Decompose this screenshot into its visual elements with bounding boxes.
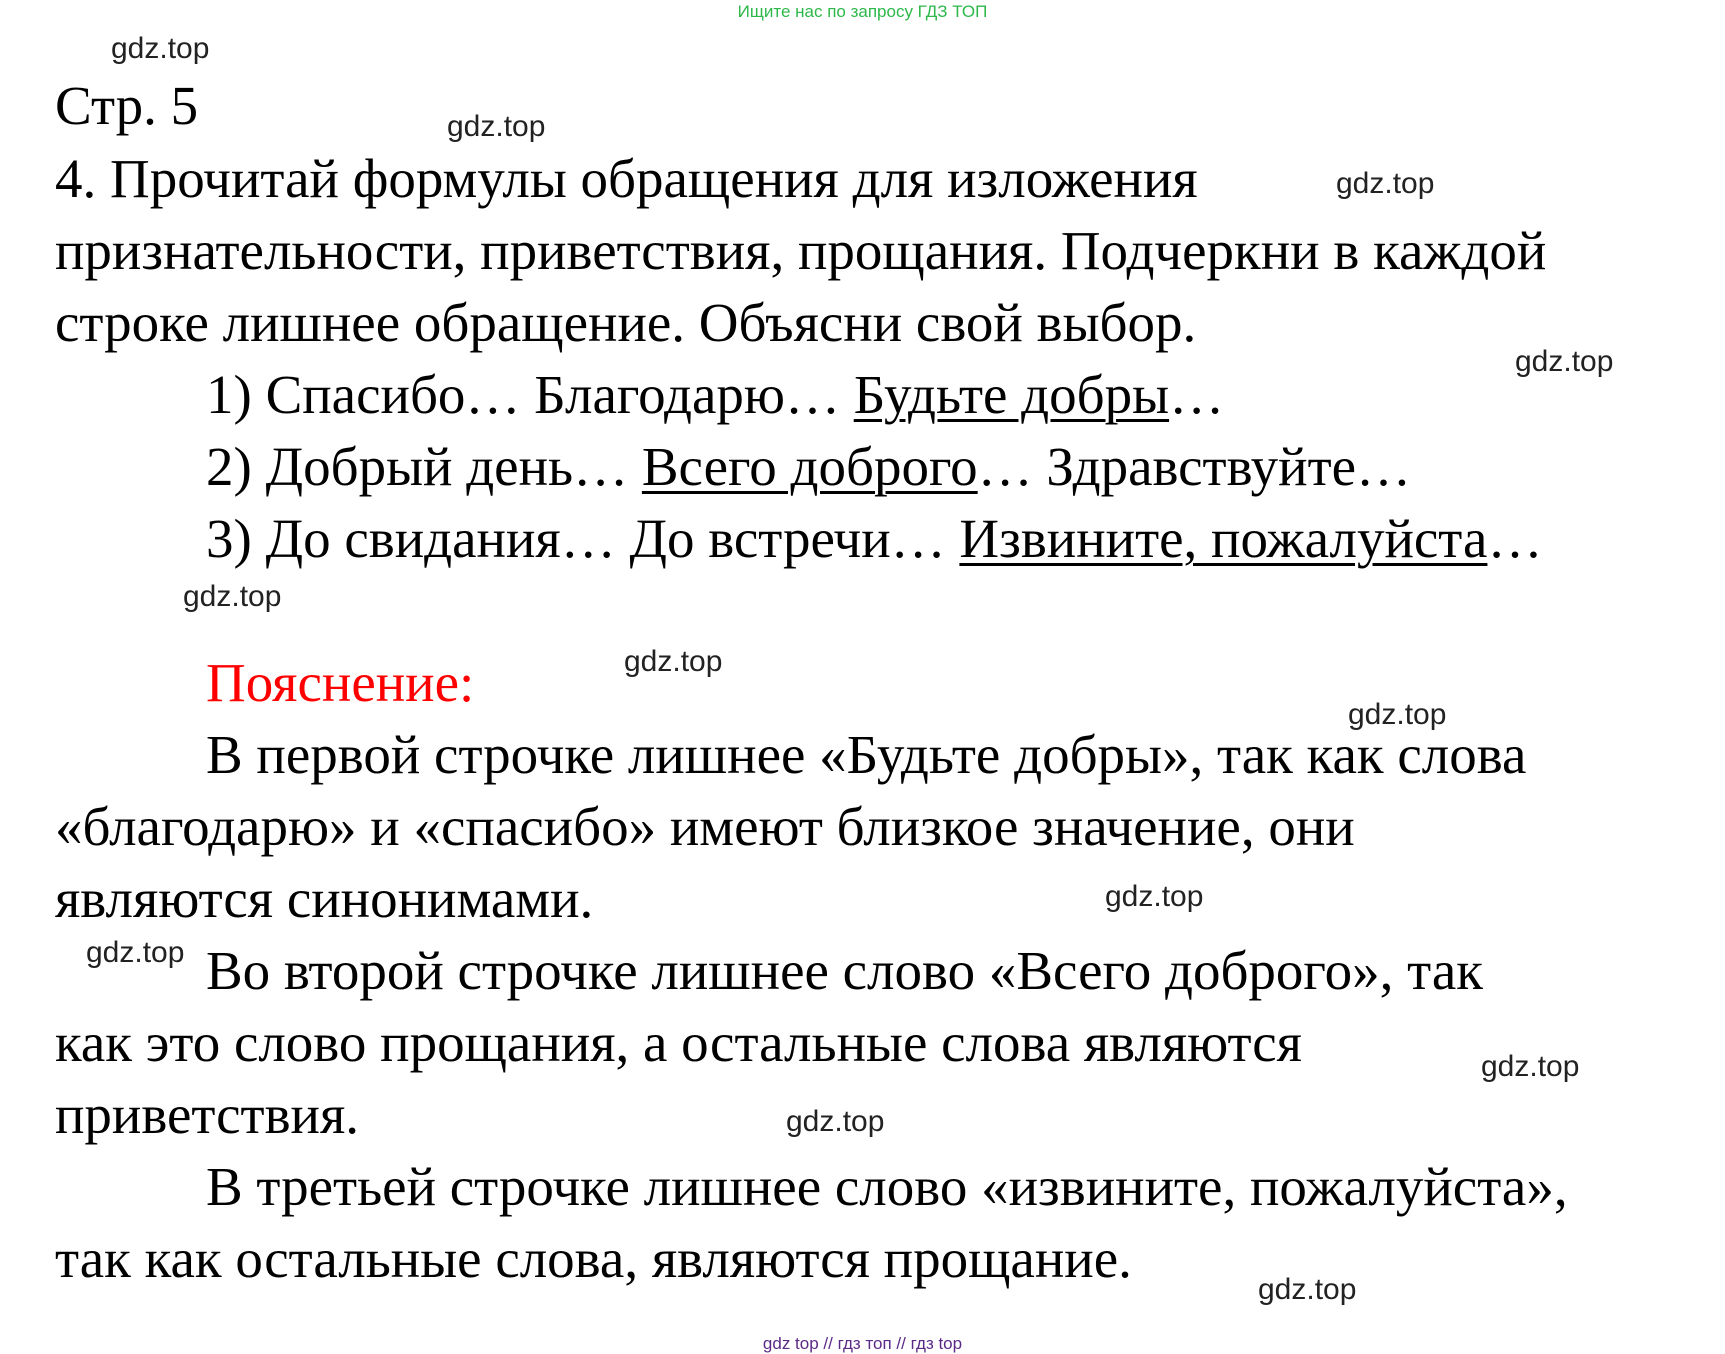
watermark: gdz.top: [1515, 345, 1614, 378]
underlined-answer: Извините, пожалуйста: [959, 508, 1488, 569]
explanation-line: В третьей строчке лишнее слово «извините, пожалуйста»,: [206, 1156, 1568, 1217]
explanation-line: являются синонимами.: [55, 868, 594, 929]
task-text-line: 4. Прочитай формулы обращения для изложения: [55, 148, 1198, 209]
watermark: gdz.top: [447, 110, 546, 143]
watermark: gdz.top: [1258, 1273, 1357, 1306]
explanation-heading: Пояснение:: [206, 652, 475, 713]
item-text: 1) Спасибо… Благодарю…: [206, 364, 854, 425]
item-text: …: [1487, 508, 1543, 569]
explanation-line: как это слово прощания, а остальные слова являются: [55, 1012, 1302, 1073]
underlined-answer: Будьте добры: [853, 364, 1170, 425]
watermark: gdz.top: [624, 645, 723, 678]
explanation-line: так как остальные слова, являются прощание.: [55, 1228, 1132, 1289]
footer-links: gdz top // гдз топ // гдз top: [762, 1334, 963, 1353]
underlined-answer: Всего доброго: [641, 436, 978, 497]
task-text-line: признательности, приветствия, прощания. Подчеркни в каждой: [55, 220, 1547, 281]
item-text: 2) Добрый день…: [206, 436, 642, 497]
watermark: gdz.top: [183, 580, 282, 613]
page-label: Стр. 5: [55, 75, 199, 136]
item-text: 3) До свидания… До встречи…: [206, 508, 960, 569]
watermark: gdz.top: [1481, 1050, 1580, 1083]
explanation-line: В первой строчке лишнее «Будьте добры», так как слова: [206, 724, 1527, 785]
explanation-line: «благодарю» и «спасибо» имеют близкое значение, они: [55, 796, 1355, 857]
explanation-line: приветствия.: [55, 1084, 360, 1145]
item-text: … Здравствуйте…: [977, 436, 1412, 497]
search-hint-banner: Ищите нас по запросу ГДЗ ТОП: [737, 2, 988, 21]
watermark: gdz.top: [1105, 880, 1204, 913]
watermark: gdz.top: [86, 936, 185, 969]
watermark: gdz.top: [111, 32, 210, 65]
item-text: …: [1169, 364, 1225, 425]
list-item: [206, 503, 1542, 575]
watermark: gdz.top: [1348, 698, 1447, 731]
watermark: gdz.top: [1336, 167, 1435, 200]
task-text-line: строке лишнее обращение. Объясни свой выбор.: [55, 292, 1197, 353]
explanation-line: Во второй строчке лишнее слово «Всего доброго», так: [206, 940, 1483, 1001]
list-item: [206, 431, 1411, 503]
list-item: [206, 359, 1224, 431]
watermark: gdz.top: [786, 1105, 885, 1138]
